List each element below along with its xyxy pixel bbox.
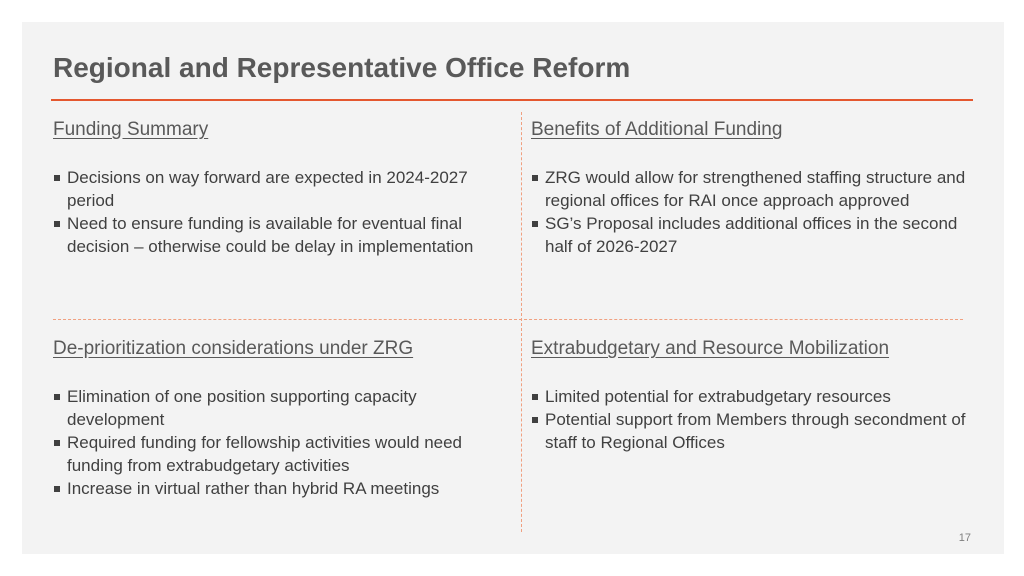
- bullet-item: Potential support from Members through secondment of staff to Regional Offices: [531, 408, 971, 454]
- bullet-list: [53, 385, 493, 500]
- bullet-item: Increase in virtual rather than hybrid RA meetings: [53, 477, 493, 500]
- bullet-list: [53, 166, 493, 258]
- section-heading: Funding Summary: [53, 119, 209, 140]
- section-benefits-additional-funding: [531, 118, 971, 258]
- bullet-item: Limited potential for extrabudgetary resources: [531, 385, 971, 408]
- bullet-item: SG’s Proposal includes additional offices in the second half of 2026-2027: [531, 212, 971, 258]
- section-deprioritization-considerations: [53, 337, 493, 500]
- bullet-item: Decisions on way forward are expected in 2024-2027 period: [53, 166, 493, 212]
- section-heading: Extrabudgetary and Resource Mobilization: [531, 338, 890, 359]
- section-heading: De-prioritization considerations under ZRG: [53, 338, 414, 359]
- bullet-item: Elimination of one position supporting capacity development: [53, 385, 493, 431]
- bullet-item: Need to ensure funding is available for eventual final decision – otherwise could be delay in implementation: [53, 212, 493, 258]
- bullet-list: [531, 166, 971, 258]
- bullet-item: ZRG would allow for strengthened staffing structure and regional offices for RAI once approach approved: [531, 166, 971, 212]
- section-heading: Benefits of Additional Funding: [531, 119, 783, 140]
- bullet-item: Required funding for fellowship activities would need funding from extrabudgetary activities: [53, 431, 493, 477]
- slide-title: Regional and Representative Office Reform: [53, 52, 631, 83]
- page-number: 17: [958, 532, 971, 544]
- title-underline-rule: [51, 99, 973, 101]
- bullet-list: [531, 385, 971, 454]
- horizontal-dashed-divider: [53, 319, 963, 320]
- slide: [22, 22, 1004, 554]
- section-funding-summary: [53, 118, 493, 258]
- section-extrabudgetary-resource-mobilization: [531, 337, 971, 454]
- vertical-dashed-divider: [521, 112, 522, 532]
